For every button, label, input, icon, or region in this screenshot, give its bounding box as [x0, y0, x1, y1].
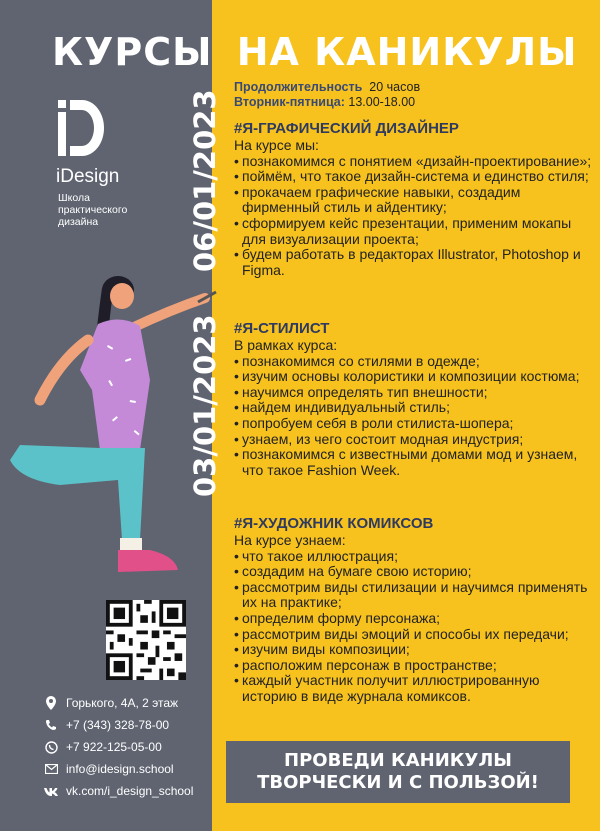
list-item: • рассмотрим виды эмоций и способы их передачи; — [234, 627, 594, 643]
course-stylist — [234, 320, 594, 478]
course-graphic-designer — [234, 120, 594, 278]
phone-text[interactable]: +7 (343) 328-78-00 — [66, 718, 170, 732]
address-text: Горького, 4А, 2 этаж — [66, 696, 179, 710]
list-item: • прокачаем графические навыки, создадим фирменный стиль и айдентику; — [234, 185, 594, 216]
list-item: • сформируем кейс презентации, применим мокапы для визуализации проекта; — [234, 216, 594, 247]
course-intro: На курсе узнаем: — [234, 532, 346, 548]
duration-label: Продолжительность — [234, 80, 363, 94]
email-text[interactable]: info@idesign.school — [66, 762, 174, 776]
course-title: #Я-ГРАФИЧЕСКИЙ ДИЗАЙНЕР — [234, 120, 459, 137]
contact-phone[interactable] — [44, 714, 193, 736]
woman-illustration — [0, 270, 230, 600]
list-item: • создадим на бумаге свою историю; — [234, 564, 594, 580]
list-item: • познакомимся с понятием «дизайн-проектирование»; — [234, 154, 594, 170]
title-part1: КУРСЫ — [52, 30, 213, 74]
date-end: 06/01/2023 — [188, 89, 222, 272]
duration-value: 20 часов — [369, 80, 421, 94]
list-item: • узнаем, из чего состоит модная индустрия; — [234, 432, 594, 448]
list-item: • познакомимся с известными домами мод и узнаем, что такое Fashion Week. — [234, 447, 594, 478]
list-item: • изучим основы колористики и композиции костюма; — [234, 369, 594, 385]
whatsapp-text[interactable]: +7 922-125-05-00 — [66, 740, 162, 754]
vk-icon — [44, 784, 58, 798]
contact-address — [44, 692, 193, 714]
location-icon — [44, 696, 58, 710]
list-item: • что такое иллюстрация; — [234, 549, 594, 565]
course-info — [234, 80, 420, 110]
days-value: 13.00-18.00 — [348, 95, 416, 109]
course-intro: На курсе мы: — [234, 137, 319, 153]
list-item: • изучим виды композиции; — [234, 642, 594, 658]
days-label: Вторник-пятница: — [234, 95, 345, 109]
vk-text[interactable]: vk.com/i_design_school — [66, 784, 194, 798]
banner-line2: ТВОРЧЕСКИ И С ПОЛЬЗОЙ! — [257, 772, 539, 793]
contact-whatsapp[interactable] — [44, 736, 193, 758]
list-item: • рассмотрим виды стилизации и научимся применять их на практике; — [234, 580, 594, 611]
list-item: • расположим персонаж в пространстве; — [234, 658, 594, 674]
list-item: • попробуем себя в роли стилиста-шопера; — [234, 416, 594, 432]
idesign-logo-icon — [56, 98, 106, 158]
contacts — [44, 692, 193, 802]
course-intro: В рамках курса: — [234, 337, 338, 353]
title-part2: НА КАНИКУЛЫ — [236, 30, 578, 74]
phone-icon — [44, 718, 58, 732]
brand-tagline: Школа практического дизайна — [58, 192, 128, 228]
date-start: 03/01/2023 — [188, 314, 222, 497]
call-to-action-banner — [226, 741, 570, 803]
banner-line1: ПРОВЕДИ КАНИКУЛЫ — [284, 750, 512, 771]
list-item: • определим форму персонажа; — [234, 611, 594, 627]
email-icon — [44, 762, 58, 776]
list-item: • научимся определять тип внешности; — [234, 385, 594, 401]
list-item: • поймём, что такое дизайн-система и единство стиля; — [234, 169, 594, 185]
course-title: #Я-СТИЛИСТ — [234, 320, 330, 337]
list-item: • будем работать в редакторах Illustrator, Photoshop и Figma. — [234, 247, 594, 278]
whatsapp-icon — [44, 740, 58, 754]
course-title: #Я-ХУДОЖНИК КОМИКСОВ — [234, 515, 434, 532]
brand-name: iDesign — [56, 166, 120, 187]
course-comics-artist — [234, 515, 594, 705]
list-item: • познакомимся со стилями в одежде; — [234, 354, 594, 370]
qr-code-icon[interactable] — [106, 600, 186, 680]
poster-title — [52, 30, 578, 74]
contact-vk[interactable] — [44, 780, 193, 802]
list-item: • найдем индивидуальный стиль; — [234, 400, 594, 416]
list-item: • каждый участник получит иллюстрированную историю в виде журнала комиксов. — [234, 673, 594, 704]
contact-email[interactable] — [44, 758, 193, 780]
